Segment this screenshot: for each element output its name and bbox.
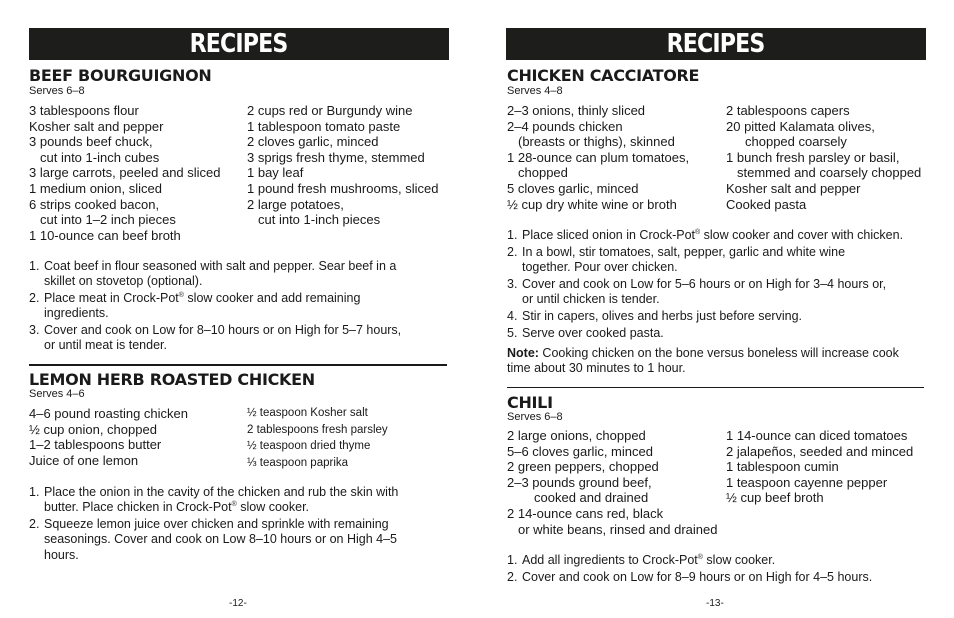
ingredient: Kosher salt and pepper [29, 118, 164, 134]
ingredient: cut into 1-inch pieces [258, 212, 381, 228]
step: 1. Add all ingredients to Crock-Pot® slow cooker. [507, 553, 776, 567]
ingredient: ½ cup onion, chopped [29, 421, 157, 437]
ingredient: 1 medium onion, sliced [29, 180, 162, 196]
beef-serves: Serves 6–8 [29, 85, 85, 97]
ingredient: 2–3 pounds ground beef, [507, 474, 652, 490]
beef-ingredients-col2 [247, 103, 438, 228]
cacciatore-ingredients-col2 [726, 103, 921, 212]
ingredient: 2 cups red or Burgundy wine [247, 103, 413, 118]
ingredient: 1 bunch fresh parsley or basil, [726, 149, 900, 165]
ingredient: Kosher salt and pepper [726, 180, 861, 196]
page-number: -12- [229, 598, 247, 609]
chili-title: CHILI [507, 393, 553, 412]
ingredient: ½ teaspoon dried thyme [247, 440, 371, 453]
ingredient: or white beans, rinsed and drained [518, 521, 718, 537]
lemon-steps [29, 485, 398, 564]
ingredient: 2 green peppers, chopped [507, 459, 659, 475]
ingredient: cooked and drained [534, 490, 649, 506]
section-divider [507, 387, 924, 388]
ingredient: 3 pounds beef chuck, [29, 134, 153, 150]
step: 2. Cover and cook on Low for 8–9 hours or on High for 4–5 hours. [507, 569, 873, 584]
section-divider [29, 364, 447, 366]
ingredient: ½ cup dry white wine or broth [507, 196, 677, 212]
lemon-herb-chicken-title: LEMON HERB ROASTED CHICKEN [29, 370, 315, 389]
ingredient: 5 cloves garlic, minced [507, 180, 639, 196]
beef-bourguignon-title: BEEF BOURGUIGNON [29, 66, 212, 85]
step: 3. Cover and cook on Low for 8–10 hours or on High for 5–7 hours, or until meat is tender. [29, 323, 402, 353]
ingredient: chopped [518, 165, 568, 181]
ingredient: chopped coarsely [745, 134, 847, 150]
ingredient: Cooked pasta [726, 196, 807, 212]
ingredient: ½ teaspoon Kosher salt [247, 407, 368, 419]
step: 1. Coat beef in flour seasoned with salt and pepper. Sear beef in a skillet on stovetop (optional). [29, 259, 397, 289]
ingredient: 2 large potatoes, [247, 196, 344, 212]
beef-ingredients-col1 [29, 103, 221, 243]
step: 4. Stir in capers, olives and herbs just before serving. [507, 308, 802, 323]
chili-serves: Serves 6–8 [507, 411, 563, 423]
page-number: -13- [706, 598, 724, 609]
ingredient: 2–4 pounds chicken [507, 118, 623, 134]
ingredient: 1 bay leaf [247, 165, 304, 181]
ingredient: cut into 1-inch cubes [40, 149, 160, 165]
ingredient: 1 teaspoon cayenne pepper [726, 474, 888, 490]
step: 2. In a bowl, stir tomatoes, salt, pepper, garlic and white wine together. Pour over chicken. [507, 244, 846, 275]
cacciatore-steps [507, 228, 903, 343]
ingredient: 1 pound fresh mushrooms, sliced [247, 180, 439, 196]
lemon-ingredients-col2 [247, 405, 388, 471]
cacciatore-ingredients-col1 [507, 103, 689, 212]
ingredient: 1 10-ounce can beef broth [29, 227, 181, 243]
lemon-serves: Serves 4–6 [29, 388, 85, 400]
step: 1. Place the onion in the cavity of the chicken and rub the skin with butter. Place chicken in Crock-Pot® slow cooker. [29, 485, 399, 515]
ingredient: 1–2 tablespoons butter [29, 437, 162, 453]
ingredient: 2 14-ounce cans red, black [507, 505, 664, 521]
ingredient: 2 large onions, chopped [507, 428, 646, 443]
ingredient: 6 strips cooked bacon, [29, 196, 160, 212]
step: 5. Serve over cooked pasta. [507, 325, 664, 340]
ingredient: 3 sprigs fresh thyme, stemmed [247, 149, 425, 165]
cacciatore-serves: Serves 4–8 [507, 85, 563, 97]
step: 2. Place meat in Crock-Pot® slow cooker and add remaining ingredients. [29, 291, 361, 321]
ingredient: ⅓ teaspoon paprika [247, 456, 349, 469]
ingredient: (breasts or thighs), skinned [518, 134, 675, 150]
ingredient: 3 large carrots, peeled and sliced [29, 165, 221, 181]
chicken-cacciatore-title: CHICKEN CACCIATORE [507, 66, 700, 85]
ingredient: 20 pitted Kalamata olives, [726, 118, 875, 134]
step: 1. Place sliced onion in Crock-Pot® slow cooker and cover with chicken. [507, 228, 904, 242]
beef-steps [29, 259, 401, 355]
ingredient: 2 tablespoons fresh parsley [247, 423, 388, 436]
ingredient: 3 tablespoons flour [29, 103, 139, 118]
left-recipes-banner: RECIPES [29, 28, 449, 60]
ingredient: 1 14-ounce can diced tomatoes [726, 428, 908, 443]
right-recipes-banner: RECIPES [506, 28, 926, 60]
step: 2. Squeeze lemon juice over chicken and sprinkle with remaining seasonings. Cover and cook on Low 8–10 hours or on High 4–5 hours. [29, 517, 398, 562]
ingredient: 5–6 cloves garlic, minced [507, 443, 653, 459]
lemon-ingredients-col1 [29, 406, 188, 468]
ingredient: stemmed and coarsely chopped [737, 165, 922, 181]
ingredient: 2 cloves garlic, minced [247, 134, 379, 150]
ingredient: ½ cup beef broth [726, 490, 824, 506]
ingredient: cut into 1–2 inch pieces [40, 212, 176, 228]
ingredient: 1 tablespoon cumin [726, 459, 839, 475]
step: 3. Cover and cook on Low for 5–6 hours or on High for 3–4 hours or, or until chicken is tender. [507, 276, 887, 307]
ingredient: 2 tablespoons capers [726, 103, 850, 118]
ingredient: Juice of one lemon [29, 452, 139, 468]
ingredient: 1 tablespoon tomato paste [247, 118, 401, 134]
cacciatore-note: Note: Cooking chicken on the bone versus boneless will increase cook time about 30 minutes to 1 hour. [507, 346, 899, 376]
ingredient: 1 28-ounce can plum tomatoes, [507, 149, 690, 165]
ingredient: 4–6 pound roasting chicken [29, 406, 189, 421]
ingredient: 2 jalapeños, seeded and minced [726, 443, 914, 459]
ingredient: 2–3 onions, thinly sliced [507, 103, 646, 118]
chili-steps [507, 553, 872, 587]
chili-ingredients-col2 [726, 428, 913, 506]
chili-ingredients-col1 [507, 428, 717, 537]
